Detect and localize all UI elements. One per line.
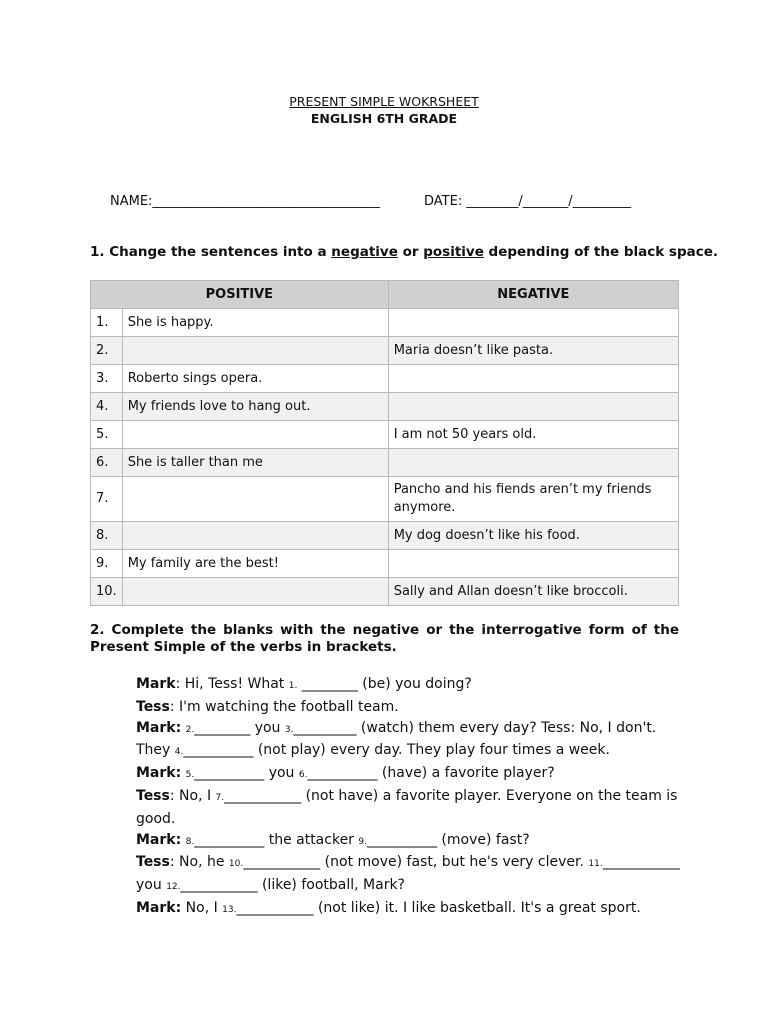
column-header-negative: NEGATIVE: [388, 281, 678, 309]
dialogue-line: [136, 852, 680, 875]
negative-cell[interactable]: [388, 393, 678, 421]
worksheet-subtitle: ENGLISH 6TH GRADE: [310, 111, 458, 126]
positive-cell[interactable]: [122, 522, 388, 550]
date-field: DATE: ________/_______/_________: [424, 194, 632, 209]
dialogue-text: ___________ (not move) fast, but he's very clever.: [243, 854, 589, 871]
positive-cell: Roberto sings opera.: [122, 365, 388, 393]
positive-cell: My family are the best!: [122, 550, 388, 578]
speaker-name: Mark:: [136, 899, 182, 916]
blank-number: 11.: [588, 859, 603, 870]
exercise2-dialogue: [136, 674, 680, 921]
exercise1-heading-mid: or: [397, 244, 424, 260]
blank-number: 1.: [288, 681, 298, 691]
row-number: 2.: [91, 337, 123, 365]
speaker-name: Mark: [136, 676, 176, 692]
table-row: [91, 309, 679, 337]
table-row: [91, 477, 679, 522]
row-number: 4.: [91, 393, 123, 421]
dialogue-text: : I'm watching the football team.: [169, 698, 399, 715]
blank-number: 5.: [185, 770, 195, 781]
negative-cell: Sally and Allan doesn’t like broccoli.: [388, 578, 678, 606]
speaker-name: Mark:: [136, 765, 182, 782]
negative-cell[interactable]: [388, 449, 678, 477]
dialogue-text: : No, I: [169, 787, 216, 804]
speaker-name: Mark:: [136, 719, 182, 736]
speaker-name: Tess: [136, 698, 170, 715]
dialogue-line: [136, 786, 678, 809]
negative-cell: I am not 50 years old.: [388, 421, 678, 449]
negative-cell[interactable]: [388, 309, 678, 337]
negative-cell[interactable]: [388, 365, 678, 393]
dialogue-text: __________ (not play) every day. They play four times a week.: [183, 742, 610, 759]
negative-cell: My dog doesn’t like his food.: [388, 522, 678, 550]
dialogue-text: good.: [136, 810, 176, 827]
dialogue-text: ________ (be) you doing?: [297, 676, 472, 692]
dialogue-line: [136, 674, 668, 697]
row-number: 9.: [91, 550, 123, 578]
table-row: [91, 550, 679, 578]
exercise1-heading: [90, 244, 718, 260]
dialogue-text: : Hi, Tess! What: [175, 676, 289, 692]
exercise1-heading-positive: positive: [423, 244, 484, 260]
positive-cell[interactable]: [122, 337, 388, 365]
speaker-name: Mark:: [136, 831, 182, 848]
exercise1-heading-negative: negative: [331, 244, 398, 260]
blank-number: 4.: [174, 747, 184, 758]
dialogue-text: ________ you: [194, 719, 285, 736]
dialogue-line: [136, 697, 668, 718]
exercise1-heading-pre: 1. Change the sentences into a: [90, 244, 332, 260]
blank-number: 6.: [298, 770, 308, 781]
blank-number: 2.: [185, 724, 195, 735]
exercise1-table-body: [91, 309, 679, 606]
table-row: [91, 337, 679, 365]
exercise1-heading-post: depending of the black space.: [483, 244, 719, 260]
blank-number: 13.: [222, 904, 237, 915]
table-row: [91, 421, 679, 449]
dialogue-text: __________ the attacker: [194, 831, 359, 848]
negative-cell[interactable]: [388, 550, 678, 578]
dialogue-text: No, I: [181, 899, 223, 916]
dialogue-text: __________ (have) a favorite player?: [307, 765, 555, 782]
exercise2-heading: 2. Complete the blanks with the negative or the interrogative form of the Present Simple of the verbs in brackets.: [90, 622, 679, 655]
table-row: [91, 578, 679, 606]
speaker-name: Tess: [136, 854, 170, 871]
dialogue-line: [136, 740, 668, 763]
row-number: 6.: [91, 449, 123, 477]
row-number: 8.: [91, 522, 123, 550]
table-row: [91, 393, 679, 421]
blank-number: 8.: [185, 836, 195, 847]
name-field: NAME:___________________________________: [110, 194, 380, 209]
negative-cell: Pancho and his fiends aren’t my friends anymore.: [388, 477, 678, 522]
dialogue-text: __________ you: [194, 765, 299, 782]
negative-cell: Maria doesn’t like pasta.: [388, 337, 678, 365]
column-header-positive: POSITIVE: [91, 281, 389, 309]
blank-number: 10.: [228, 859, 244, 870]
dialogue-line: [136, 875, 668, 898]
table-row: [91, 365, 679, 393]
dialogue-line: [136, 718, 668, 741]
row-number: 7.: [91, 477, 123, 522]
dialogue-line: [136, 763, 668, 786]
table-row: [91, 449, 679, 477]
table-header-row: [91, 281, 679, 309]
dialogue-text: ___________ (not have) a favorite player. Everyone on the team is: [224, 787, 678, 804]
row-number: 10.: [91, 578, 123, 606]
row-number: 5.: [91, 421, 123, 449]
row-number: 3.: [91, 365, 123, 393]
positive-cell[interactable]: [122, 477, 388, 522]
blank-number: 12.: [166, 882, 181, 893]
blank-number: 9.: [358, 836, 367, 847]
positive-cell[interactable]: [122, 421, 388, 449]
dialogue-text: They: [136, 742, 175, 759]
dialogue-line: [136, 898, 668, 921]
dialogue-line: [136, 830, 668, 853]
positive-cell: She is happy.: [122, 309, 388, 337]
blank-number: 7.: [215, 792, 225, 803]
dialogue-line: [136, 809, 668, 830]
dialogue-text: ___________ (not like) it. I like basketball. It's a great sport.: [236, 899, 641, 916]
worksheet-title: PRESENT SIMPLE WOKRSHEET: [289, 94, 479, 109]
positive-cell: My friends love to hang out.: [122, 393, 388, 421]
positive-cell: She is taller than me: [122, 449, 388, 477]
positive-cell[interactable]: [122, 578, 388, 606]
blank-number: 3.: [284, 724, 294, 735]
dialogue-text: ___________: [602, 854, 680, 871]
dialogue-text: : No, he: [169, 854, 229, 871]
row-number: 1.: [91, 309, 123, 337]
dialogue-text: _________ (watch) them every day? Tess: No, I don't.: [293, 719, 657, 736]
table-row: [91, 522, 679, 550]
exercise1-table: [90, 280, 679, 606]
speaker-name: Tess: [136, 787, 170, 804]
dialogue-text: __________ (move) fast?: [366, 831, 530, 848]
dialogue-text: you: [136, 877, 167, 894]
dialogue-text: ___________ (like) football, Mark?: [180, 877, 405, 894]
